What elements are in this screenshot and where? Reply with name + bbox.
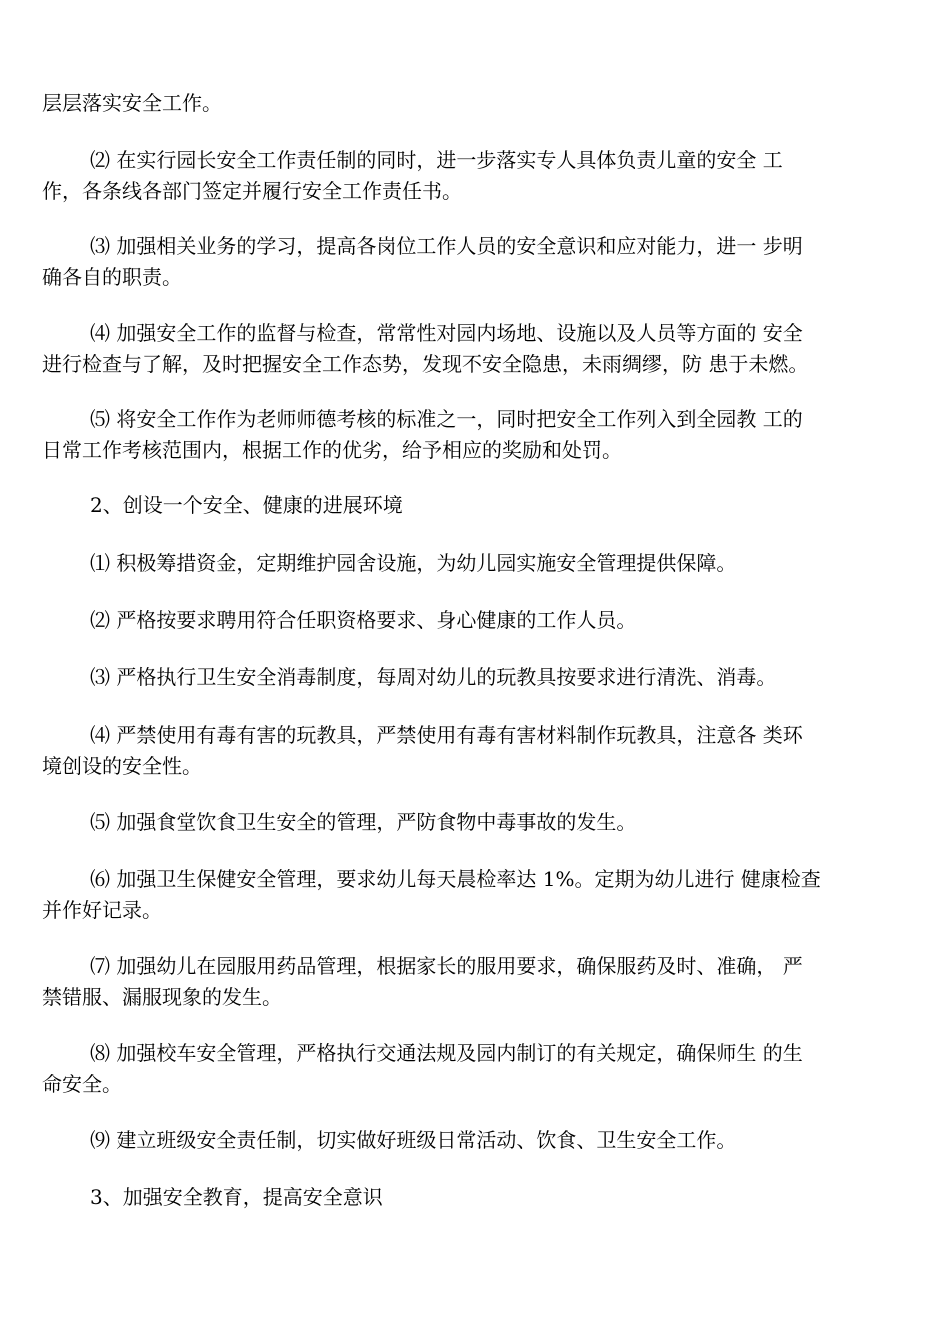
paragraph-line: ⑸ 加强食堂饮食卫生安全的管理，严防食物中毒事故的发生。: [90, 810, 637, 834]
paragraph-line: 层层落实安全工作。: [42, 91, 222, 115]
paragraph-line: 并作好记录。: [42, 898, 162, 922]
paragraph-line: ⑻ 加强校车安全管理，严格执行交通法规及园内制订的有关规定，确保师生 的生: [90, 1041, 803, 1065]
paragraph-2: [42, 145, 916, 207]
paragraph-13: [42, 1038, 916, 1100]
paragraph-7: [42, 605, 916, 636]
paragraph-line: ⑵ 在实行园长安全工作责任制的同时，进一步落实专人具体负责儿童的安全 工: [90, 148, 783, 172]
section-heading-3: [42, 1182, 916, 1213]
paragraph-line: ⑵ 严格按要求聘用符合任职资格要求、身心健康的工作人员。: [90, 608, 637, 632]
paragraph-line: 命安全。: [42, 1072, 122, 1096]
paragraph-1: [42, 88, 916, 119]
paragraph-line: 禁错服、漏服现象的发生。: [42, 985, 282, 1009]
paragraph-12: [42, 951, 916, 1013]
paragraph-line: ⑷ 加强安全工作的监督与检查，常常性对园内场地、设施以及人员等方面的 安全: [90, 321, 803, 345]
paragraph-line: 进行检查与了解，及时把握安全工作态势，发现不安全隐患，未雨绸缪，防 患于未燃。: [42, 352, 809, 376]
paragraph-line: ⑹ 加强卫生保健安全管理，要求幼儿每天晨检率达 1%。定期为幼儿进行 健康检查: [90, 867, 821, 891]
paragraph-line: 日常工作考核范围内，根据工作的优劣，给予相应的奖励和处罚。: [42, 438, 622, 462]
paragraph-line: ⑶ 严格执行卫生安全消毒制度，每周对幼儿的玩教具按要求进行清洗、消毒。: [90, 665, 777, 689]
paragraph-5: [42, 404, 916, 466]
paragraph-11: [42, 864, 916, 926]
paragraph-line: 作，各条线各部门签定并履行安全工作责任书。: [42, 179, 462, 203]
paragraph-line: 境创设的安全性。: [42, 754, 202, 778]
paragraph-4: [42, 318, 916, 380]
paragraph-line: 确各自的职责。: [42, 265, 182, 289]
paragraph-14: [42, 1125, 916, 1156]
paragraph-line: ⑷ 严禁使用有毒有害的玩教具，严禁使用有毒有害材料制作玩教具，注意各 类环: [90, 723, 803, 747]
paragraph-9: [42, 720, 916, 782]
section-heading: 2、创设一个安全、健康的进展环境: [90, 493, 403, 517]
paragraph-3: [42, 231, 916, 293]
paragraph-6: [42, 548, 916, 579]
paragraph-line: ⑸ 将安全工作作为老师师德考核的标准之一，同时把安全工作列入到全园教 工的: [90, 407, 803, 431]
paragraph-10: [42, 807, 916, 838]
paragraph-line: ⑶ 加强相关业务的学习，提高各岗位工作人员的安全意识和应对能力，进一 步明: [90, 234, 803, 258]
paragraph-line: ⑼ 建立班级安全责任制，切实做好班级日常活动、饮食、卫生安全工作。: [90, 1128, 737, 1152]
paragraph-8: [42, 662, 916, 693]
paragraph-line: ⑺ 加强幼儿在园服用药品管理，根据家长的服用要求，确保服药及时、准确， 严: [90, 954, 803, 978]
paragraph-line: ⑴ 积极筹措资金，定期维护园舍设施，为幼儿园实施安全管理提供保障。: [90, 551, 737, 575]
section-heading-2: [42, 490, 916, 521]
section-heading: 3、加强安全教育，提高安全意识: [90, 1185, 383, 1209]
